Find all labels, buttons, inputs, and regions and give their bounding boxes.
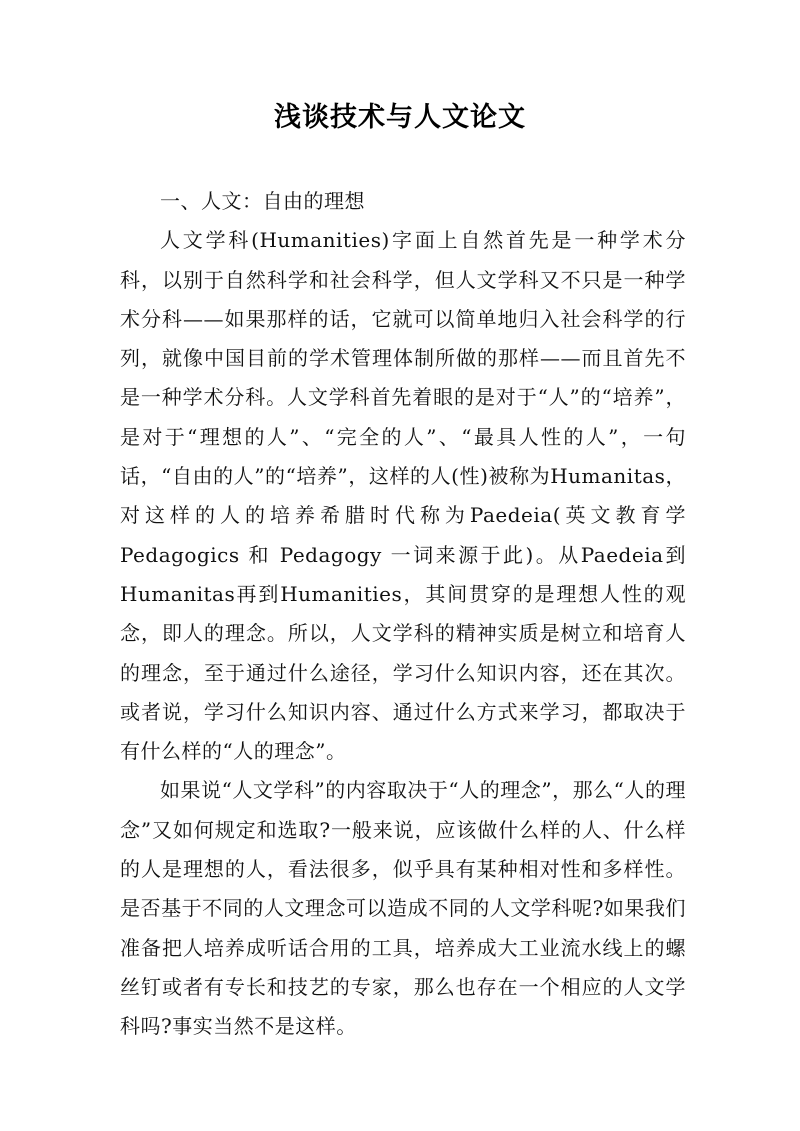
document-title: 浅谈技术与人文论文 — [274, 102, 526, 133]
paragraph: 人文学科(Humanities)字面上自然首先是一种学术分科，以别于自然科学和社会科学，但人文学科又不只是一种学术分科——如果那样的话，它就可以简单地归入社会科学的行列，就像中国目前的学术管理体制所做的那样——而且首先不是一种学术分科。人文学科首先着眼的是对于“人”的“培养”，是对于“理想的人”、“完全的人”、“最具人性的人”，一句话，“自由的人”的“培养”，这样的人(性)被称为Humanitas，对这样的人的培养希腊时代称为Paedeia(英文教育学 Pedagogics 和 Pedagogy 一词来源于此)。从Paedeia到Humanitas再到Humanities，其间贯穿的是理想人性的观念，即人的理念。所以，人文学科的精神实质是树立和培育人的理念，至于通过什么途径，学习什么知识内容，还在其次。或者说，学习什么知识内容、通过什么方式来学习，都取决于有什么样的“人的理念”。 — [120, 228, 686, 764]
document-body — [120, 182, 686, 1047]
section-heading: 一、人文：自由的理想 — [160, 189, 365, 213]
paragraph: 如果说“人文学科”的内容取决于“人的理念”，那么“人的理念”又如何规定和选取?一般来说，应该做什么样的人、什么样的人是理想的人，看法很多，似乎具有某种相对性和多样性。是否基于不同的人文理念可以造成不同的人文学科呢?如果我们准备把人培养成听话合用的工具，培养成大工业流水线上的螺丝钉或者有专长和技艺的专家，那么也存在一个相应的人文学科吗?事实当然不是这样。 — [120, 778, 686, 1039]
